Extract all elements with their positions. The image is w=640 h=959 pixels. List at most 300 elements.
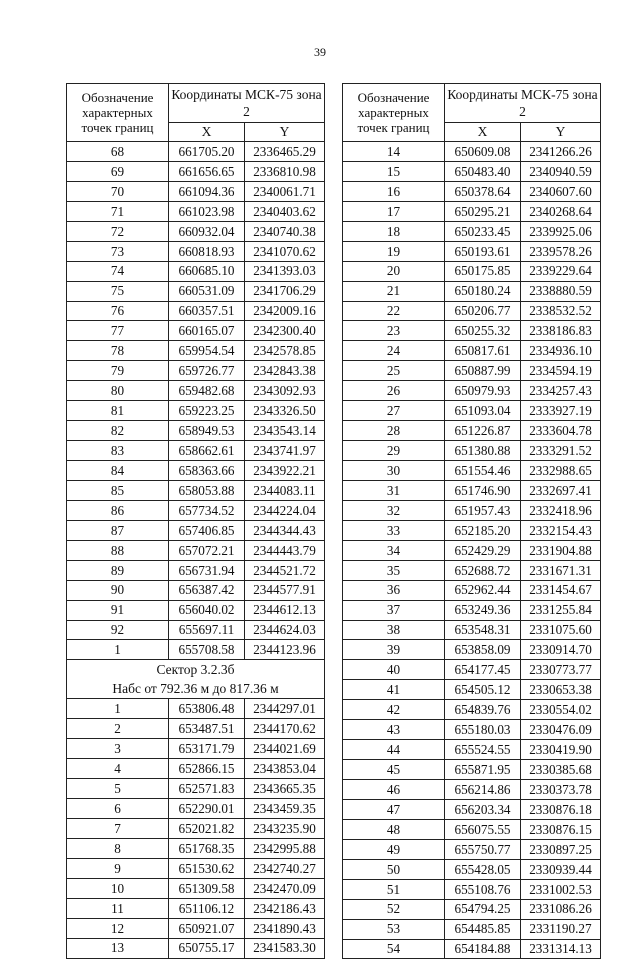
table-row	[67, 620, 325, 640]
table-row	[343, 341, 601, 361]
x-coordinate: 654177.45	[445, 660, 521, 680]
table-row	[343, 461, 601, 481]
table-row	[343, 361, 601, 381]
point-number: 5	[67, 779, 169, 799]
x-coordinate: 653487.51	[169, 719, 245, 739]
table-row	[67, 640, 325, 660]
point-number: 26	[343, 381, 445, 401]
point-number: 30	[343, 461, 445, 481]
point-number: 2	[67, 719, 169, 739]
y-coordinate: 2342578.85	[245, 341, 325, 361]
y-coordinate: 2332988.65	[521, 461, 601, 481]
table-row	[343, 142, 601, 162]
point-number: 20	[343, 261, 445, 281]
y-coordinate: 2330373.78	[521, 780, 601, 800]
x-coordinate: 660357.51	[169, 301, 245, 321]
x-coordinate: 659482.68	[169, 381, 245, 401]
point-number: 12	[67, 918, 169, 938]
x-coordinate: 661656.65	[169, 161, 245, 181]
point-number: 75	[67, 281, 169, 301]
table-row	[343, 740, 601, 760]
point-number: 3	[67, 739, 169, 759]
point-number: 8	[67, 838, 169, 858]
point-number: 43	[343, 720, 445, 740]
y-coordinate: 2343543.14	[245, 421, 325, 441]
table-row	[343, 580, 601, 600]
y-coordinate: 2332418.96	[521, 500, 601, 520]
y-coordinate: 2344443.79	[245, 540, 325, 560]
x-coordinate: 651530.62	[169, 858, 245, 878]
point-number: 52	[343, 899, 445, 919]
table-row	[343, 261, 601, 281]
table-row	[343, 919, 601, 939]
point-number: 82	[67, 421, 169, 441]
sector-caption	[67, 660, 325, 699]
x-coordinate: 650193.61	[445, 241, 521, 261]
table-row	[67, 281, 325, 301]
x-coordinate: 661023.98	[169, 201, 245, 221]
x-coordinate: 659954.54	[169, 341, 245, 361]
sector-row	[67, 660, 325, 699]
x-coordinate: 658662.61	[169, 441, 245, 461]
x-coordinate: 658053.88	[169, 480, 245, 500]
y-coordinate: 2340940.59	[521, 161, 601, 181]
point-number: 15	[343, 161, 445, 181]
table-row	[67, 381, 325, 401]
x-coordinate: 652962.44	[445, 580, 521, 600]
header-x: X	[169, 123, 245, 142]
table-row	[343, 700, 601, 720]
x-coordinate: 655750.77	[445, 839, 521, 859]
y-coordinate: 2338880.59	[521, 281, 601, 301]
point-number: 25	[343, 361, 445, 381]
x-coordinate: 658949.53	[169, 421, 245, 441]
y-coordinate: 2341266.26	[521, 142, 601, 162]
x-coordinate: 652185.20	[445, 520, 521, 540]
x-coordinate: 651768.35	[169, 838, 245, 858]
point-number: 86	[67, 500, 169, 520]
y-coordinate: 2344224.04	[245, 500, 325, 520]
point-number: 71	[67, 201, 169, 221]
table-row	[343, 680, 601, 700]
header-designation: Обозначение характерных точек границ	[343, 84, 445, 142]
table-row	[67, 441, 325, 461]
x-coordinate: 661094.36	[169, 181, 245, 201]
table-row	[67, 181, 325, 201]
table-row	[67, 201, 325, 221]
point-number: 16	[343, 181, 445, 201]
table-row	[67, 221, 325, 241]
x-coordinate: 655180.03	[445, 720, 521, 740]
point-number: 39	[343, 640, 445, 660]
x-coordinate: 653806.48	[169, 699, 245, 719]
y-coordinate: 2330876.18	[521, 799, 601, 819]
x-coordinate: 653249.36	[445, 600, 521, 620]
point-number: 48	[343, 819, 445, 839]
x-coordinate: 651746.90	[445, 480, 521, 500]
point-number: 84	[67, 461, 169, 481]
x-coordinate: 655524.55	[445, 740, 521, 760]
point-number: 45	[343, 760, 445, 780]
point-number: 6	[67, 799, 169, 819]
table-row	[67, 739, 325, 759]
point-number: 21	[343, 281, 445, 301]
y-coordinate: 2334257.43	[521, 381, 601, 401]
x-coordinate: 651554.46	[445, 461, 521, 481]
x-coordinate: 660685.10	[169, 261, 245, 281]
sector-title: Сектор 3.2.3б	[156, 662, 235, 678]
table-row	[67, 401, 325, 421]
point-number: 11	[67, 898, 169, 918]
point-number: 35	[343, 560, 445, 580]
x-coordinate: 653171.79	[169, 739, 245, 759]
y-coordinate: 2333291.52	[521, 441, 601, 461]
y-coordinate: 2332154.43	[521, 520, 601, 540]
x-coordinate: 656214.86	[445, 780, 521, 800]
x-coordinate: 660932.04	[169, 221, 245, 241]
x-coordinate: 652688.72	[445, 560, 521, 580]
y-coordinate: 2330897.25	[521, 839, 601, 859]
x-coordinate: 650755.17	[169, 938, 245, 958]
x-coordinate: 653548.31	[445, 620, 521, 640]
table-row	[343, 560, 601, 580]
table-row	[67, 301, 325, 321]
point-number: 19	[343, 241, 445, 261]
point-number: 81	[67, 401, 169, 421]
table-row	[67, 321, 325, 341]
y-coordinate: 2344624.03	[245, 620, 325, 640]
y-coordinate: 2344612.13	[245, 600, 325, 620]
y-coordinate: 2341706.29	[245, 281, 325, 301]
point-number: 42	[343, 700, 445, 720]
y-coordinate: 2336465.29	[245, 142, 325, 162]
x-coordinate: 652290.01	[169, 799, 245, 819]
table-row	[343, 640, 601, 660]
table-row	[67, 341, 325, 361]
table-row	[67, 580, 325, 600]
point-number: 78	[67, 341, 169, 361]
x-coordinate: 654839.76	[445, 700, 521, 720]
table-row	[67, 560, 325, 580]
point-number: 40	[343, 660, 445, 680]
table-row	[67, 361, 325, 381]
table-row	[343, 221, 601, 241]
x-coordinate: 655871.95	[445, 760, 521, 780]
point-number: 50	[343, 859, 445, 879]
y-coordinate: 2344170.62	[245, 719, 325, 739]
point-number: 87	[67, 520, 169, 540]
y-coordinate: 2343459.35	[245, 799, 325, 819]
header-y: Y	[245, 123, 325, 142]
header-x: X	[445, 123, 521, 142]
table-row	[343, 780, 601, 800]
table-row	[67, 719, 325, 739]
y-coordinate: 2331075.60	[521, 620, 601, 640]
x-coordinate: 656731.94	[169, 560, 245, 580]
point-number: 37	[343, 600, 445, 620]
y-coordinate: 2331454.67	[521, 580, 601, 600]
point-number: 47	[343, 799, 445, 819]
point-number: 54	[343, 939, 445, 959]
y-coordinate: 2342300.40	[245, 321, 325, 341]
point-number: 77	[67, 321, 169, 341]
point-number: 69	[67, 161, 169, 181]
table-row	[343, 760, 601, 780]
x-coordinate: 651309.58	[169, 878, 245, 898]
y-coordinate: 2342186.43	[245, 898, 325, 918]
table-row	[343, 181, 601, 201]
y-coordinate: 2330385.68	[521, 760, 601, 780]
point-number: 9	[67, 858, 169, 878]
point-number: 17	[343, 201, 445, 221]
x-coordinate: 650378.64	[445, 181, 521, 201]
x-coordinate: 660531.09	[169, 281, 245, 301]
header-coordinates: Координаты МСК-75 зона 2	[169, 84, 325, 123]
y-coordinate: 2330773.77	[521, 660, 601, 680]
point-number: 89	[67, 560, 169, 580]
y-coordinate: 2334936.10	[521, 341, 601, 361]
point-number: 49	[343, 839, 445, 859]
y-coordinate: 2340740.38	[245, 221, 325, 241]
table-row	[343, 540, 601, 560]
y-coordinate: 2341393.03	[245, 261, 325, 281]
point-number: 1	[67, 699, 169, 719]
table-row	[343, 859, 601, 879]
point-number: 90	[67, 580, 169, 600]
y-coordinate: 2344021.69	[245, 739, 325, 759]
x-coordinate: 652429.29	[445, 540, 521, 560]
table-row	[343, 819, 601, 839]
table-row	[67, 461, 325, 481]
table-row	[343, 401, 601, 421]
x-coordinate: 650206.77	[445, 301, 521, 321]
coordinates-table-left	[66, 83, 325, 959]
x-coordinate: 650979.93	[445, 381, 521, 401]
y-coordinate: 2332697.41	[521, 480, 601, 500]
y-coordinate: 2331255.84	[521, 600, 601, 620]
x-coordinate: 658363.66	[169, 461, 245, 481]
y-coordinate: 2341890.43	[245, 918, 325, 938]
point-number: 13	[67, 938, 169, 958]
point-number: 29	[343, 441, 445, 461]
x-coordinate: 657734.52	[169, 500, 245, 520]
point-number: 91	[67, 600, 169, 620]
y-coordinate: 2330476.09	[521, 720, 601, 740]
y-coordinate: 2342740.27	[245, 858, 325, 878]
x-coordinate: 650175.85	[445, 261, 521, 281]
table-row	[67, 500, 325, 520]
point-number: 10	[67, 878, 169, 898]
point-number: 44	[343, 740, 445, 760]
page-number: 39	[314, 45, 326, 59]
y-coordinate: 2330939.44	[521, 859, 601, 879]
x-coordinate: 654184.88	[445, 939, 521, 959]
x-coordinate: 651957.43	[445, 500, 521, 520]
table-row	[343, 421, 601, 441]
point-number: 34	[343, 540, 445, 560]
point-number: 46	[343, 780, 445, 800]
y-coordinate: 2331190.27	[521, 919, 601, 939]
table-row	[67, 142, 325, 162]
point-number: 51	[343, 879, 445, 899]
x-coordinate: 659223.25	[169, 401, 245, 421]
x-coordinate: 652866.15	[169, 759, 245, 779]
point-number: 53	[343, 919, 445, 939]
point-number: 32	[343, 500, 445, 520]
table-row	[343, 799, 601, 819]
table-row	[67, 261, 325, 281]
point-number: 33	[343, 520, 445, 540]
x-coordinate: 657072.21	[169, 540, 245, 560]
table-row	[67, 480, 325, 500]
point-number: 73	[67, 241, 169, 261]
table-row	[67, 600, 325, 620]
coordinates-table-right	[342, 83, 601, 959]
y-coordinate: 2339578.26	[521, 241, 601, 261]
table-row	[67, 799, 325, 819]
y-coordinate: 2343235.90	[245, 819, 325, 839]
y-coordinate: 2342470.09	[245, 878, 325, 898]
x-coordinate: 654485.85	[445, 919, 521, 939]
x-coordinate: 651380.88	[445, 441, 521, 461]
point-number: 80	[67, 381, 169, 401]
header-coordinates: Координаты МСК-75 зона 2	[445, 84, 601, 123]
y-coordinate: 2344297.01	[245, 699, 325, 719]
table-row	[343, 620, 601, 640]
point-number: 68	[67, 142, 169, 162]
y-coordinate: 2330876.15	[521, 819, 601, 839]
point-number: 72	[67, 221, 169, 241]
point-number: 36	[343, 580, 445, 600]
y-coordinate: 2331314.13	[521, 939, 601, 959]
y-coordinate: 2330914.70	[521, 640, 601, 660]
point-number: 79	[67, 361, 169, 381]
x-coordinate: 650609.08	[445, 142, 521, 162]
x-coordinate: 651106.12	[169, 898, 245, 918]
y-coordinate: 2342995.88	[245, 838, 325, 858]
y-coordinate: 2338186.83	[521, 321, 601, 341]
x-coordinate: 650817.61	[445, 341, 521, 361]
x-coordinate: 655428.05	[445, 859, 521, 879]
y-coordinate: 2343665.35	[245, 779, 325, 799]
y-coordinate: 2344123.96	[245, 640, 325, 660]
x-coordinate: 650180.24	[445, 281, 521, 301]
table-row	[67, 858, 325, 878]
y-coordinate: 2344577.91	[245, 580, 325, 600]
x-coordinate: 650483.40	[445, 161, 521, 181]
table-row	[343, 879, 601, 899]
point-number: 24	[343, 341, 445, 361]
y-coordinate: 2330419.90	[521, 740, 601, 760]
point-number: 76	[67, 301, 169, 321]
table-row	[343, 321, 601, 341]
y-coordinate: 2330554.02	[521, 700, 601, 720]
table-row	[67, 520, 325, 540]
x-coordinate: 657406.85	[169, 520, 245, 540]
point-number: 83	[67, 441, 169, 461]
point-number: 7	[67, 819, 169, 839]
y-coordinate: 2334594.19	[521, 361, 601, 381]
table-row	[343, 241, 601, 261]
table-row	[343, 600, 601, 620]
y-coordinate: 2344344.43	[245, 520, 325, 540]
table-row	[343, 480, 601, 500]
x-coordinate: 656387.42	[169, 580, 245, 600]
y-coordinate: 2330653.38	[521, 680, 601, 700]
y-coordinate: 2341583.30	[245, 938, 325, 958]
table-row	[67, 699, 325, 719]
x-coordinate: 655108.76	[445, 879, 521, 899]
y-coordinate: 2339229.64	[521, 261, 601, 281]
table-row	[343, 839, 601, 859]
y-coordinate: 2333927.19	[521, 401, 601, 421]
table-row	[67, 161, 325, 181]
table-row	[343, 201, 601, 221]
y-coordinate: 2338532.52	[521, 301, 601, 321]
x-coordinate: 656203.34	[445, 799, 521, 819]
x-coordinate: 661705.20	[169, 142, 245, 162]
y-coordinate: 2343326.50	[245, 401, 325, 421]
sector-altitude-range: Набс от 792.36 м до 817.36 м	[112, 681, 279, 697]
point-number: 74	[67, 261, 169, 281]
y-coordinate: 2331904.88	[521, 540, 601, 560]
table-row	[343, 441, 601, 461]
point-number: 85	[67, 480, 169, 500]
point-number: 4	[67, 759, 169, 779]
y-coordinate: 2343741.97	[245, 441, 325, 461]
x-coordinate: 650255.32	[445, 321, 521, 341]
x-coordinate: 651093.04	[445, 401, 521, 421]
point-number: 22	[343, 301, 445, 321]
y-coordinate: 2336810.98	[245, 161, 325, 181]
y-coordinate: 2344083.11	[245, 480, 325, 500]
table-row	[343, 939, 601, 959]
x-coordinate: 660165.07	[169, 321, 245, 341]
x-coordinate: 656075.55	[445, 819, 521, 839]
point-number: 70	[67, 181, 169, 201]
y-coordinate: 2341070.62	[245, 241, 325, 261]
table-row	[67, 838, 325, 858]
x-coordinate: 655697.11	[169, 620, 245, 640]
table-row	[343, 660, 601, 680]
x-coordinate: 654505.12	[445, 680, 521, 700]
table-row	[67, 898, 325, 918]
point-number: 18	[343, 221, 445, 241]
y-coordinate: 2342843.38	[245, 361, 325, 381]
y-coordinate: 2343922.21	[245, 461, 325, 481]
y-coordinate: 2333604.78	[521, 421, 601, 441]
x-coordinate: 659726.77	[169, 361, 245, 381]
y-coordinate: 2340061.71	[245, 181, 325, 201]
table-row	[67, 241, 325, 261]
table-row	[343, 301, 601, 321]
table-row	[67, 759, 325, 779]
point-number: 31	[343, 480, 445, 500]
point-number: 27	[343, 401, 445, 421]
x-coordinate: 660818.93	[169, 241, 245, 261]
table-row	[343, 381, 601, 401]
table-row	[67, 938, 325, 958]
y-coordinate: 2343092.93	[245, 381, 325, 401]
table-row	[67, 918, 325, 938]
table-row	[343, 161, 601, 181]
point-number: 28	[343, 421, 445, 441]
y-coordinate: 2340403.62	[245, 201, 325, 221]
y-coordinate: 2340268.64	[521, 201, 601, 221]
table-row	[67, 540, 325, 560]
x-coordinate: 650921.07	[169, 918, 245, 938]
y-coordinate: 2343853.04	[245, 759, 325, 779]
